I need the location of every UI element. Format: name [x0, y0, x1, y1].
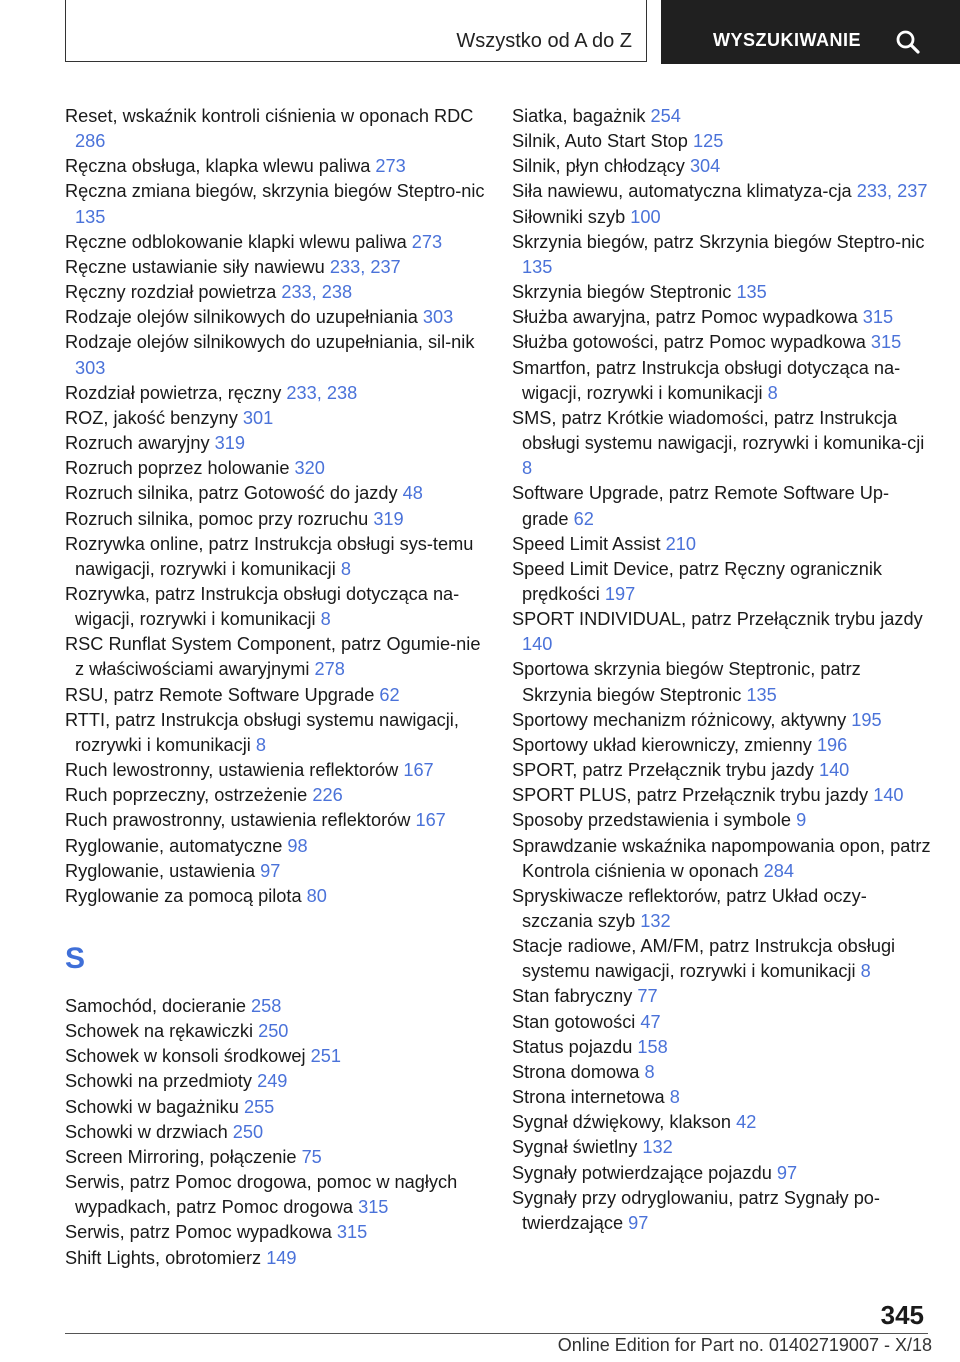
index-entry-text: Sprawdzanie wskaźnika napompowania opon, patrz Kontrola ciśnienia w oponach	[512, 835, 931, 881]
index-entry	[512, 708, 932, 733]
page-reference-link[interactable]: 80	[306, 885, 327, 906]
index-entry-text: Ryglowanie, ustawienia	[65, 860, 256, 881]
index-entry	[512, 305, 932, 330]
page-reference-link[interactable]: 304	[689, 156, 721, 177]
index-entry	[65, 1170, 485, 1220]
index-entry	[512, 205, 932, 230]
page-reference-link[interactable]: 258	[251, 996, 282, 1016]
index-entry	[512, 104, 932, 129]
page-reference-link[interactable]: 273	[375, 156, 406, 177]
index-entry	[65, 859, 485, 884]
page-reference-link[interactable]: 226	[312, 785, 343, 806]
index-entry	[512, 280, 932, 305]
page-reference-link[interactable]: 135	[746, 684, 777, 705]
index-entry	[65, 582, 485, 632]
index-column-left	[65, 104, 485, 1271]
index-entry-text: Strona internetowa	[512, 1087, 665, 1108]
index-entry	[65, 758, 485, 783]
page-reference-link[interactable]: 8	[669, 1087, 680, 1108]
index-entry	[65, 1044, 485, 1069]
index-entry-text: Schowki na przedmioty	[65, 1071, 253, 1092]
page-reference-link[interactable]: 8	[644, 1061, 655, 1082]
index-entry	[65, 1220, 485, 1245]
page-reference-link[interactable]: 319	[214, 433, 245, 454]
page-reference-link[interactable]: 140	[873, 785, 904, 806]
page-reference-link[interactable]: 210	[665, 533, 697, 554]
footer-edition: Online Edition for Part no. 01402719007 - X/18	[557, 1335, 932, 1355]
index-entry-text: Siła nawiewu, automatyczna klimatyza‐cja	[512, 181, 852, 202]
page-reference-link[interactable]: 8	[255, 734, 267, 755]
index-entry	[512, 481, 932, 531]
index-entry	[65, 1120, 485, 1145]
index-entry	[65, 1145, 485, 1170]
index-entry	[65, 255, 485, 280]
index-entry	[512, 808, 932, 833]
index-entry-text: Rozdział powietrza, ręczny	[65, 382, 282, 403]
index-entry	[65, 683, 485, 708]
index-entry	[65, 1019, 485, 1044]
page-reference-link[interactable]: 250	[232, 1121, 264, 1142]
page-reference-link[interactable]: 315	[862, 307, 894, 328]
index-entry-text: Status pojazdu	[512, 1036, 633, 1057]
index-entry-text: Sygnał świetlny	[512, 1137, 638, 1158]
index-entry-text: Schowek na rękawiczki	[65, 1021, 254, 1042]
index-entry	[512, 129, 932, 154]
index-entry-text: Serwis, patrz Pomoc wypadkowa	[65, 1222, 332, 1243]
index-entry-text: Służba awaryjna, patrz Pomoc wypadkowa	[512, 307, 858, 328]
index-entry-text: Sposoby przedstawienia i symbole	[512, 810, 792, 831]
index-entry-text: RTTI, patrz Instrukcja obsługi systemu nawigacji, rozrywki i komunikacji	[65, 709, 459, 755]
page-reference-link[interactable]: 196	[816, 734, 848, 755]
index-entry	[512, 1010, 932, 1035]
index-entry-text: Rozrywka online, patrz Instrukcja obsługi sys‐temu nawigacji, rozrywki i komunikacji	[65, 533, 474, 579]
section-letter: S	[65, 942, 86, 975]
page-reference-link[interactable]: 319	[373, 508, 404, 529]
page-reference-link[interactable]: 284	[763, 860, 795, 881]
index-entry	[65, 507, 485, 532]
index-entry	[512, 657, 932, 707]
index-entry-text: Stan fabryczny	[512, 986, 633, 1007]
index-entry	[65, 834, 485, 859]
index-entry-text: Serwis, patrz Pomoc drogowa, pomoc w nagłych wypadkach, patrz Pomoc drogowa	[65, 1172, 458, 1218]
page-reference-link[interactable]: 98	[287, 835, 308, 856]
page-reference-link[interactable]: 149	[266, 1247, 297, 1268]
page-reference-link[interactable]: 315	[358, 1197, 389, 1218]
page-reference-link[interactable]: 48	[402, 483, 423, 504]
index-entry-text: Siłowniki szyb	[512, 206, 626, 227]
index-entry	[512, 532, 932, 557]
index-entry	[512, 356, 932, 406]
index-entry-text: Schowek w konsoli środkowej	[65, 1046, 306, 1067]
index-entry-text: Reset, wskaźnik kontroli ciśnienia w oponach RDC	[65, 106, 474, 126]
index-entry	[65, 532, 485, 582]
page-reference-link[interactable]: 233, 238	[281, 282, 353, 303]
index-entry	[65, 154, 485, 179]
index-entry-text: Ręczna zmiana biegów, skrzynia biegów Steptro‐nic	[65, 181, 485, 202]
page-reference-link[interactable]: 8	[320, 609, 331, 630]
tab-a-to-z[interactable]	[65, 0, 647, 62]
index-entry-text: Ręczny rozdział powietrza	[65, 282, 277, 303]
index-entry-text: Sportowy mechanizm różnicowy, aktywny	[512, 709, 847, 730]
page-reference-link[interactable]: 135	[522, 256, 553, 277]
index-entry-text: Ręczne odblokowanie klapki wlewu paliwa	[65, 231, 407, 252]
page-reference-link[interactable]: 286	[75, 131, 106, 152]
index-entry	[65, 330, 485, 380]
page-reference-link[interactable]: 42	[736, 1112, 757, 1133]
index-entry	[65, 305, 485, 330]
page-reference-link[interactable]: 135	[75, 206, 106, 227]
top-navigation	[65, 0, 960, 64]
page-reference-link[interactable]: 251	[310, 1046, 342, 1067]
index-entry	[65, 456, 485, 481]
index-entry-text: RSU, patrz Remote Software Upgrade	[65, 684, 375, 705]
index-entry	[65, 179, 485, 229]
page-reference-link[interactable]: 9	[796, 810, 807, 831]
tab-search-label: WYSZUKIWANIE	[713, 30, 861, 50]
index-list-s-continued	[512, 104, 932, 1236]
page-reference-link[interactable]: 233, 237	[329, 256, 401, 277]
page-reference-link[interactable]: 97	[260, 860, 281, 881]
page-reference-link[interactable]: 255	[243, 1096, 275, 1117]
tab-a-to-z-label: Wszystko od A do Z	[456, 30, 632, 52]
index-entry	[65, 280, 485, 305]
index-entry	[65, 1095, 485, 1120]
index-entry-text: Spryskiwacze reflektorów, patrz Układ oczy‐szczania szyb	[512, 885, 867, 931]
index-entry-text: Ryglowanie za pomocą pilota	[65, 885, 302, 906]
index-entry	[512, 984, 932, 1009]
page-reference-link[interactable]: 8	[522, 458, 533, 479]
index-entry-text: Stan gotowości	[512, 1011, 636, 1032]
index-entry	[65, 381, 485, 406]
index-entry-text: Rozruch silnika, pomoc przy rozruchu	[65, 508, 369, 529]
page-reference-link[interactable]: 62	[379, 684, 400, 705]
index-entry-text: Silnik, Auto Start Stop	[512, 131, 688, 152]
index-column-right	[512, 104, 932, 1236]
index-entry-text: RSC Runflat System Component, patrz Ogumie‐nie z właściwościami awaryjnymi	[65, 634, 481, 680]
index-entry-text: SPORT, patrz Przełącznik trybu jazdy	[512, 760, 814, 781]
index-entry	[512, 1035, 932, 1060]
page-reference-link[interactable]: 303	[75, 357, 106, 378]
index-entry-text: Sygnały przy odryglowaniu, patrz Sygnały po‐twierdzające	[512, 1187, 880, 1233]
page-reference-link[interactable]: 75	[301, 1146, 322, 1167]
index-entry-text: Silnik, płyn chłodzący	[512, 156, 685, 177]
footer-divider	[65, 1333, 928, 1334]
index-entry-text: Speed Limit Assist	[512, 533, 661, 554]
page-reference-link[interactable]: 97	[628, 1212, 649, 1233]
index-entry-text: Skrzynia biegów, patrz Skrzynia biegów Steptro‐nic	[512, 231, 925, 252]
index-entry-text: Software Upgrade, patrz Remote Software Up‐grade	[512, 483, 890, 529]
index-entry-text: Stacje radiowe, AM/FM, patrz Instrukcja obsługi systemu nawigacji, rozrywki i komunikacji	[512, 936, 896, 982]
index-entry-text: Ruch lewostronny, ustawienia reflektorów	[65, 760, 399, 781]
index-entry	[65, 783, 485, 808]
page-reference-link[interactable]: 197	[604, 583, 636, 604]
index-entry-text: Sygnały potwierdzające pojazdu	[512, 1162, 772, 1183]
index-entry-text: Sportowa skrzynia biegów Steptronic, patrz Skrzynia biegów Steptronic	[512, 659, 861, 705]
index-entry	[512, 783, 932, 808]
page-reference-link[interactable]: 233, 237	[856, 181, 928, 202]
index-entry	[512, 733, 932, 758]
page-number: 345	[880, 1300, 924, 1330]
index-entry-text: Rozruch silnika, patrz Gotowość do jazdy	[65, 483, 398, 504]
index-entry-text: Strona domowa	[512, 1061, 640, 1082]
page-reference-link[interactable]: 167	[403, 760, 434, 781]
page-reference-link[interactable]: 303	[422, 307, 454, 328]
index-entry-text: Ryglowanie, automatyczne	[65, 835, 283, 856]
page-reference-link[interactable]: 273	[411, 231, 443, 252]
index-entry	[512, 1135, 932, 1160]
page-reference-link[interactable]: 8	[767, 382, 778, 403]
index-entry	[512, 1085, 932, 1110]
index-entry	[512, 1186, 932, 1236]
index-entry	[512, 154, 932, 179]
index-entry-text: Schowki w drzwiach	[65, 1121, 228, 1142]
index-entry-text: Rodzaje olejów silnikowych do uzupełniania, sil‐nik	[65, 332, 475, 353]
index-entry	[512, 406, 932, 481]
index-entry	[512, 834, 932, 884]
index-entry-text: Shift Lights, obrotomierz	[65, 1247, 262, 1268]
index-entry	[65, 994, 485, 1019]
index-entry-text: Skrzynia biegów Steptronic	[512, 282, 732, 303]
index-entry-text: Ruch poprzeczny, ostrzeżenie	[65, 785, 308, 806]
page-reference-link[interactable]: 254	[650, 106, 681, 126]
page-reference-link[interactable]: 8	[340, 558, 351, 579]
index-entry	[65, 708, 485, 758]
index-entry	[65, 884, 485, 909]
index-entry-text: Służba gotowości, patrz Pomoc wypadkowa	[512, 332, 866, 353]
index-entry-text: Rodzaje olejów silnikowych do uzupełniania	[65, 307, 418, 328]
index-entry	[512, 179, 932, 204]
index-entry	[512, 934, 932, 984]
index-entry-text: Samochód, docieranie	[65, 996, 246, 1016]
page-reference-link[interactable]: 47	[640, 1011, 661, 1032]
page-reference-link[interactable]: 140	[522, 634, 553, 655]
index-entry	[65, 481, 485, 506]
page-reference-link[interactable]: 62	[573, 508, 594, 529]
index-entry-text: Siatka, bagażnik	[512, 106, 646, 126]
index-entry	[65, 431, 485, 456]
index-entry	[512, 1161, 932, 1186]
index-entry	[65, 1246, 485, 1271]
index-entry-text: Rozruch awaryjny	[65, 433, 210, 454]
index-entry	[65, 406, 485, 431]
index-entry	[512, 758, 932, 783]
index-entry	[512, 1060, 932, 1085]
index-entry-text: SPORT INDIVIDUAL, patrz Przełącznik trybu jazdy	[512, 609, 923, 630]
index-entry	[512, 884, 932, 934]
index-entry-text: Ręczne ustawianie siły nawiewu	[65, 256, 325, 277]
page-reference-link[interactable]: 140	[818, 760, 850, 781]
index-entry	[512, 330, 932, 355]
index-entry-text: Smartfon, patrz Instrukcja obsługi dotycząca na‐wigacji, rozrywki i komunikacji	[512, 357, 901, 403]
index-entry	[512, 607, 932, 657]
page-reference-link[interactable]: 167	[415, 810, 446, 831]
page-reference-link[interactable]: 320	[294, 458, 325, 479]
index-entry	[65, 104, 485, 154]
index-list-s	[65, 994, 485, 1271]
page-reference-link[interactable]: 8	[860, 961, 871, 982]
index-entry-text: Sportowy układ kierowniczy, zmienny	[512, 734, 812, 755]
page-reference-link[interactable]: 135	[736, 282, 767, 303]
index-entry-text: Speed Limit Device, patrz Ręczny ogranicznik prędkości	[512, 558, 882, 604]
index-entry-text: Ręczna obsługa, klapka wlewu paliwa	[65, 156, 371, 177]
index-entry-text: Ruch prawostronny, ustawienia reflektorów	[65, 810, 411, 831]
page-reference-link[interactable]: 77	[637, 986, 658, 1007]
index-entry-text: Screen Mirroring, połączenie	[65, 1146, 297, 1167]
index-entry-text: ROZ, jakość benzyny	[65, 407, 238, 428]
index-entry	[65, 230, 485, 255]
page-reference-link[interactable]: 315	[870, 332, 902, 353]
index-entry-text: SPORT PLUS, patrz Przełącznik trybu jazdy	[512, 785, 869, 806]
page-reference-link[interactable]: 97	[776, 1162, 798, 1183]
index-entry	[65, 808, 485, 833]
page-reference-link[interactable]: 195	[851, 709, 882, 730]
index-list-r	[65, 104, 485, 909]
page-reference-link[interactable]: 278	[314, 659, 345, 680]
page-reference-link[interactable]: 132	[640, 911, 671, 931]
search-icon	[895, 29, 921, 55]
page-reference-link[interactable]: 158	[637, 1036, 668, 1057]
index-entry-text: Schowki w bagażniku	[65, 1096, 239, 1117]
index-entry	[65, 632, 485, 682]
page-reference-link[interactable]: 315	[336, 1222, 368, 1243]
page-reference-link[interactable]: 249	[257, 1071, 288, 1092]
index-entry	[512, 557, 932, 607]
index-entry-text: Rozrywka, patrz Instrukcja obsługi dotycząca na‐wigacji, rozrywki i komunikacji	[65, 583, 460, 630]
index-entry-text: Rozruch poprzez holowanie	[65, 458, 290, 479]
index-entry	[512, 230, 932, 280]
page-reference-link[interactable]: 132	[642, 1137, 673, 1158]
page-reference-link[interactable]: 125	[692, 131, 724, 152]
index-entry	[65, 1069, 485, 1094]
page-reference-link[interactable]: 301	[242, 407, 274, 428]
page-reference-link[interactable]: 250	[258, 1021, 289, 1042]
page-reference-link[interactable]: 100	[630, 206, 661, 227]
page-reference-link[interactable]: 233, 238	[286, 382, 358, 403]
index-entry	[512, 1110, 932, 1135]
index-entry-text: SMS, patrz Krótkie wiadomości, patrz Instrukcja obsługi systemu nawigacji, rozrywki i komunika‐cji	[512, 407, 925, 454]
index-entry-text: Sygnał dźwiękowy, klakson	[512, 1112, 732, 1133]
tab-search[interactable]	[661, 0, 960, 64]
